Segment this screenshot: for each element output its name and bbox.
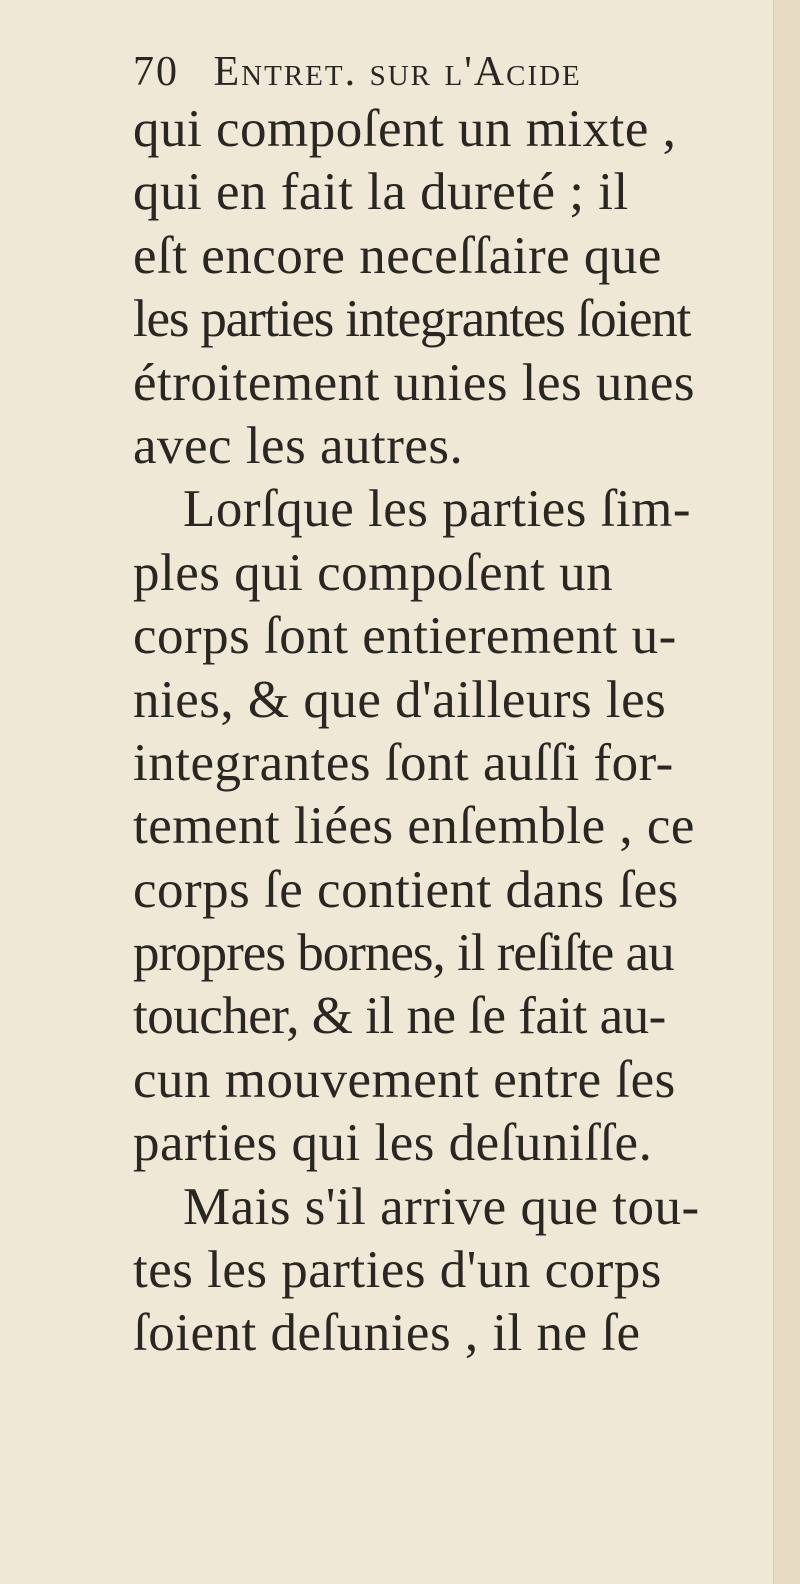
body-text bbox=[133, 98, 793, 1366]
paragraph-start-line: Lorſque les parties ſim- bbox=[183, 480, 691, 539]
text-line: qui en fait la dureté ; il bbox=[133, 163, 629, 222]
text-line: étroitement unies les unes bbox=[133, 353, 695, 412]
text-line: parties qui les deſuniſſe. bbox=[133, 1114, 653, 1173]
text-line: cun mouvement entre ſes bbox=[133, 1050, 676, 1109]
text-line: tes les parties d'un corps bbox=[133, 1241, 662, 1300]
text-line: ſoient deſunies , il ne ſe bbox=[133, 1304, 641, 1363]
page-number: 70 bbox=[133, 49, 179, 95]
text-line: corps ſe contient dans ſes bbox=[133, 860, 679, 919]
text-line: qui compoſent un mixte , bbox=[133, 100, 677, 158]
running-title: Entret. sur l'Acide bbox=[213, 49, 582, 95]
text-line: toucher, & il ne ſe fait au- bbox=[133, 987, 666, 1046]
text-line: les parties integrantes ſoient bbox=[133, 290, 691, 349]
text-line: integrantes ſont auſſi for- bbox=[133, 733, 674, 792]
text-line: ples qui compoſent un bbox=[133, 543, 614, 602]
text-line: corps ſont entierement u- bbox=[133, 607, 677, 666]
text-line: avec les autres. bbox=[133, 416, 464, 475]
text-line: propres bornes, il reſiſte au bbox=[133, 924, 674, 983]
text-line: eſt encore neceſſaire que bbox=[133, 226, 662, 285]
running-head bbox=[133, 42, 733, 102]
text-line: tement liées enſemble , ce bbox=[133, 797, 695, 856]
text-line: nies, & que d'ailleurs les bbox=[133, 670, 667, 729]
paragraph-start-line: Mais s'il arrive que tou- bbox=[183, 1177, 700, 1236]
